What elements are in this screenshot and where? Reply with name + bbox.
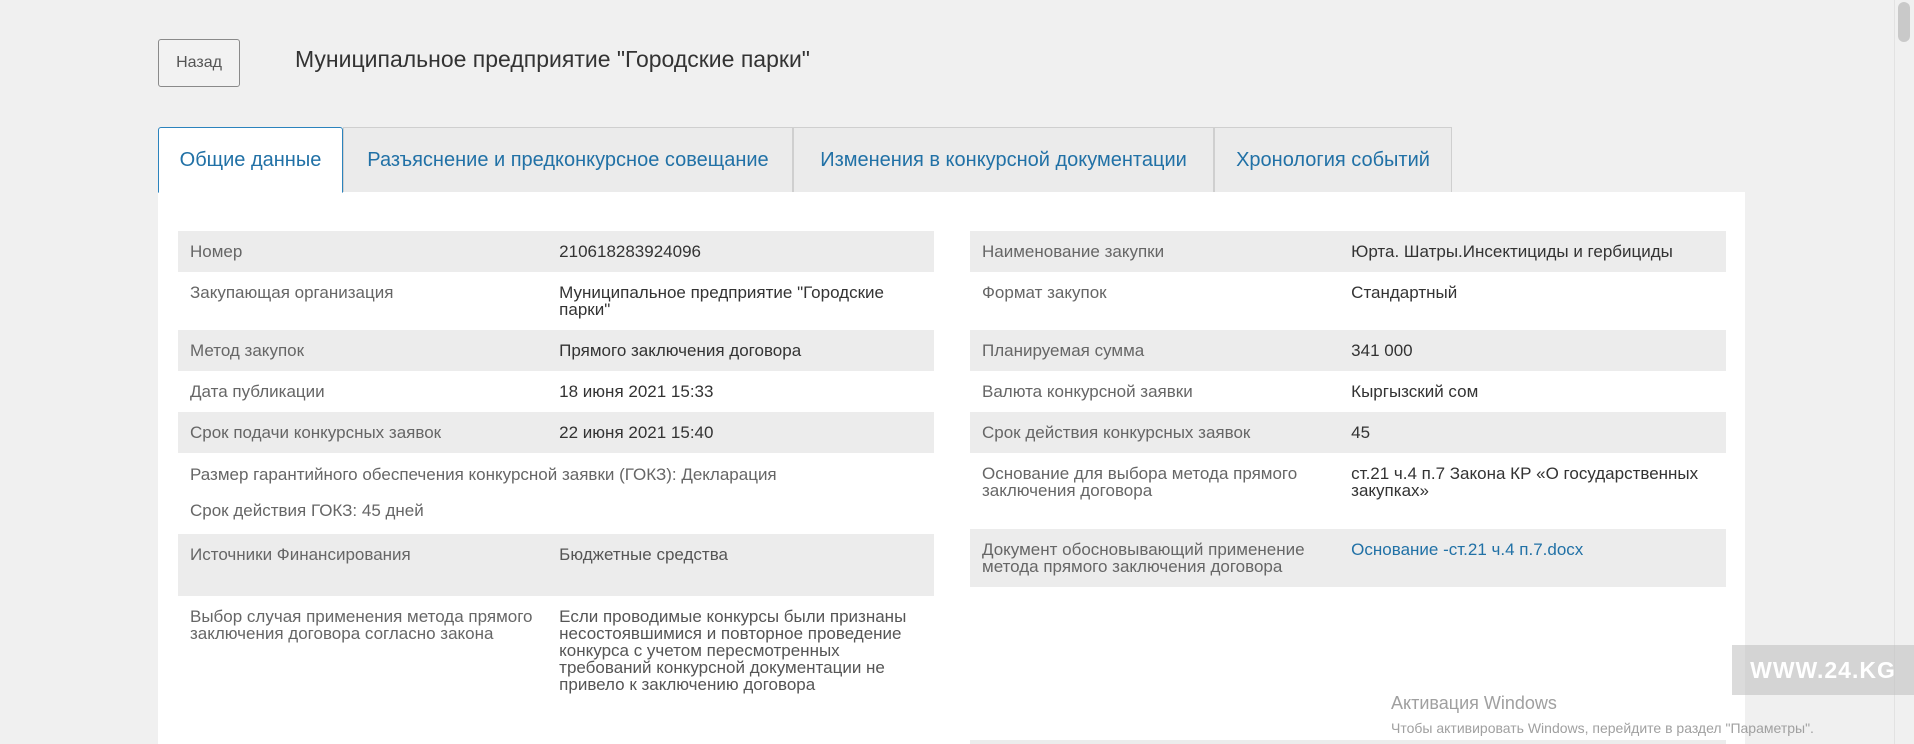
detail-value: 45 bbox=[1351, 423, 1371, 442]
detail-label: Валюта конкурсной заявки bbox=[982, 382, 1193, 401]
detail-label: Документ обосновывающий применение метода прямого заключения договора bbox=[982, 540, 1305, 576]
detail-value: Кыргызский сом bbox=[1351, 382, 1479, 401]
activation-title: Активация Windows bbox=[1391, 693, 1557, 713]
detail-label: Выбор случая применения метода прямого заключения договора согласно закона bbox=[190, 607, 533, 643]
detail-value bbox=[1325, 529, 1726, 587]
tab-general-data[interactable]: Общие данные bbox=[158, 127, 343, 193]
detail-row-method bbox=[178, 330, 934, 371]
detail-value: 210618283924096 bbox=[559, 242, 701, 261]
detail-label: Наименование закупки bbox=[982, 242, 1165, 261]
detail-label: Дата публикации bbox=[190, 382, 325, 401]
tab-documentation-changes[interactable]: Изменения в конкурсной документации bbox=[793, 127, 1214, 193]
detail-value: Прямого заключения договора bbox=[559, 341, 802, 360]
next-row-edge bbox=[970, 740, 1726, 744]
detail-value: Юрта. Шатры.Инсектициды и гербициды bbox=[1351, 242, 1673, 261]
windows-activation-notice bbox=[1391, 693, 1814, 736]
general-data-panel bbox=[158, 192, 1745, 744]
tab-clarification-meeting[interactable]: Разъяснение и предконкурсное совещание bbox=[343, 127, 793, 193]
detail-row-publication-date bbox=[178, 371, 934, 412]
detail-value: Муниципальное предприятие "Городские парки" bbox=[559, 283, 884, 319]
detail-label: Метод закупок bbox=[190, 341, 305, 360]
site-watermark: WWW.24.KG bbox=[1732, 645, 1914, 695]
tab-event-chronology[interactable]: Хронология событий bbox=[1214, 127, 1452, 193]
scrollbar-thumb[interactable] bbox=[1898, 2, 1910, 42]
detail-label: Основание для выбора метода прямого заключения договора bbox=[982, 464, 1298, 500]
detail-row-planned-sum bbox=[970, 330, 1726, 371]
detail-row-organization bbox=[178, 272, 934, 330]
detail-value: 341 000 bbox=[1351, 341, 1413, 360]
detail-value: 18 июня 2021 15:33 bbox=[559, 382, 714, 401]
guarantee-size: Размер гарантийного обеспечения конкурсной заявки (ГОКЗ): Декларация bbox=[190, 465, 777, 484]
detail-label: Источники Финансирования bbox=[190, 545, 411, 564]
back-button[interactable]: Назад bbox=[158, 39, 240, 87]
detail-label: Номер bbox=[190, 242, 243, 261]
detail-row-funding bbox=[178, 534, 934, 596]
detail-value: Если проводимые конкурсы были признаны несостоявшимися и повторное проведение конкурса с учетом пересмотренных требований конкурсной документации не привело к заключению договора bbox=[559, 607, 907, 694]
detail-label: Формат закупок bbox=[982, 283, 1107, 302]
detail-label: Срок подачи конкурсных заявок bbox=[190, 423, 442, 442]
detail-row-document bbox=[970, 529, 1726, 587]
detail-row-purchase-name bbox=[970, 231, 1726, 272]
detail-row-number bbox=[178, 231, 934, 272]
detail-row-deadline bbox=[178, 412, 934, 453]
detail-label: Срок действия конкурсных заявок bbox=[982, 423, 1251, 442]
guarantee-term: Срок действия ГОКЗ: 45 дней bbox=[190, 501, 424, 520]
detail-row-currency bbox=[970, 371, 1726, 412]
detail-row-validity bbox=[970, 412, 1726, 453]
detail-value: ст.21 ч.4 п.7 Закона КР «О государственных закупках» bbox=[1351, 464, 1699, 500]
detail-label: Планируемая сумма bbox=[982, 341, 1145, 360]
tab-bar bbox=[158, 127, 1452, 193]
detail-row-case bbox=[178, 596, 934, 705]
page-title: Муниципальное предприятие "Городские парки" bbox=[295, 46, 810, 72]
left-details-column bbox=[178, 231, 934, 705]
detail-label: Закупающая организация bbox=[190, 283, 394, 302]
detail-value: Стандартный bbox=[1351, 283, 1458, 302]
detail-row-basis bbox=[970, 453, 1726, 529]
basis-document-link[interactable]: Основание -ст.21 ч.4 п.7.docx bbox=[1351, 540, 1584, 559]
scrollbar-track[interactable] bbox=[1894, 0, 1914, 744]
right-details-column bbox=[970, 231, 1726, 587]
detail-value: Бюджетные средства bbox=[559, 545, 728, 564]
detail-value: 22 июня 2021 15:40 bbox=[559, 423, 714, 442]
activation-text: Чтобы активировать Windows, перейдите в раздел "Параметры". bbox=[1391, 720, 1814, 736]
detail-row-format bbox=[970, 272, 1726, 330]
